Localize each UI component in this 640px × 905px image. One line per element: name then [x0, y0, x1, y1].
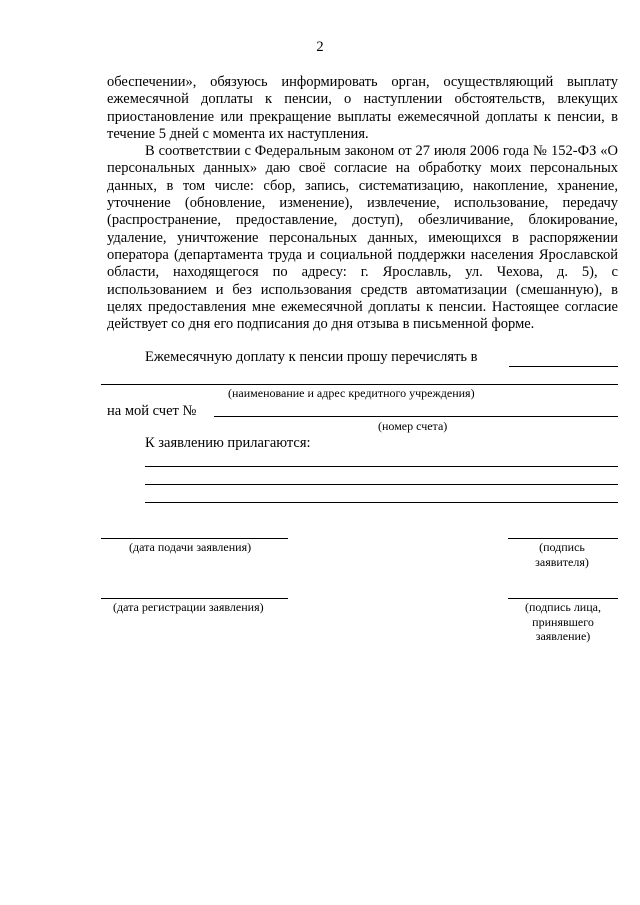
account-caption: (номер счета) — [378, 419, 448, 433]
submission-date-field-line[interactable] — [101, 538, 288, 539]
submission-date-caption: (дата подачи заявления) — [129, 540, 252, 554]
account-label: на мой счет № — [107, 403, 197, 419]
applicant-signature-field-line[interactable] — [508, 538, 618, 539]
registration-date-caption: (дата регистрации заявления) — [113, 600, 264, 614]
registration-date-field-line[interactable] — [101, 598, 288, 599]
bank-caption: (наименование и адрес кредитного учреждения) — [228, 386, 475, 400]
page-number: 2 — [316, 39, 324, 55]
receiver-signature-caption: (подпись лица, принявшего заявление) — [525, 600, 601, 643]
attachments-label: К заявлению прилагаются: — [145, 435, 311, 451]
document-body — [107, 74, 618, 333]
attachment-line-2[interactable] — [145, 484, 618, 485]
account-number-field-line[interactable] — [214, 416, 618, 417]
bank-intro-text: Ежемесячную доплату к пенсии прошу перечислять в — [145, 349, 478, 365]
attachment-line-1[interactable] — [145, 466, 618, 467]
bank-name-field-line-1[interactable] — [509, 366, 618, 367]
applicant-signature-caption: (подпись заявителя) — [535, 540, 589, 569]
attachment-line-3[interactable] — [145, 502, 618, 503]
paragraph-personal-data-consent: В соответствии с Федеральным законом от 27 июля 2006 года № 152-ФЗ «О персональных данных» даю своё согласие на обработку моих персональных данных, в том числе: сбор, запись, систематизацию, накопление, хранение, уточнение (обновление, изменение), извлечение, использование, передачу (распространение, предоставление, доступ), обезличивание, блокирование, удаление, уничтожение персональных данных, имеющихся в распоряжении оператора (департамента труда и социальной поддержки населения Ярославской области, находящегося по адресу: г. Ярославль, ул. Чехова, д. 5), с использованием и без использования средств автоматизации (смешанную), в целях предоставления мне ежемесячной доплаты к пенсии. Настоящее согласие действует со дня его подписания до дня отзыва в письменной форме. — [107, 143, 618, 333]
paragraph-obligation: обеспечении», обязуюсь информировать орган, осуществляющий выплату ежемесячной доплаты к пенсии, о наступлении обстоятельств, влекущих приостановление или прекращение выплаты ежемесячной доплаты к пенсии, в течение 5 дней с момента их наступления. — [107, 74, 618, 142]
bank-name-field-line-2[interactable] — [101, 384, 618, 385]
receiver-signature-field-line[interactable] — [508, 598, 618, 599]
